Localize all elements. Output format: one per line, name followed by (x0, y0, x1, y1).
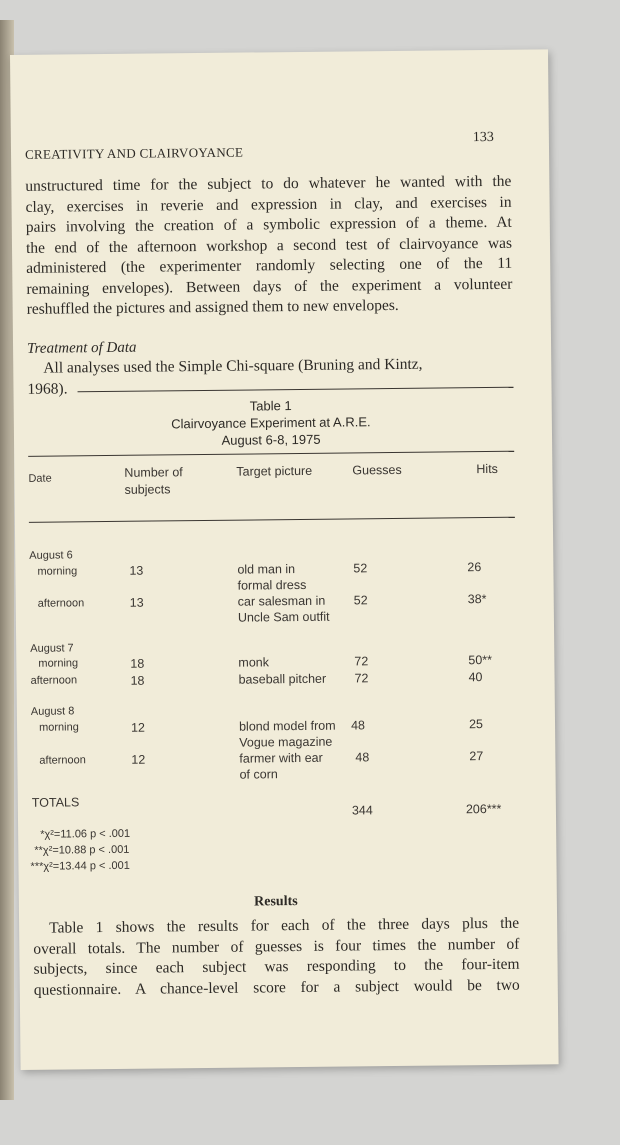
cell-guesses: 72 (354, 654, 369, 669)
table-dates: August 6-8, 1975 (221, 431, 321, 448)
col-header-subjects: Number of (124, 465, 183, 480)
cell-subjects: 18 (130, 656, 145, 671)
cell-subjects: 13 (129, 595, 144, 610)
text-line: All analyses used the Simple Chi-square (Bruning and Kintz, (43, 355, 423, 377)
table-title: Clairvoyance Experiment at A.R.E. (171, 414, 371, 432)
cell-hits: 25 (468, 717, 484, 732)
cell-guesses: 48 (350, 718, 366, 733)
section-heading-results: Results (254, 894, 298, 910)
totals-hits: 206*** (465, 801, 502, 817)
cell-guesses: 48 (355, 750, 370, 765)
day-label: August 8 (30, 705, 75, 718)
col-header-date: Date (28, 472, 52, 485)
cell-target: of corn (239, 767, 278, 782)
day-label: August 7 (30, 642, 74, 655)
cell-hits: 26 (467, 560, 482, 575)
text-line: administered (the experimenter randomly selecting one of the 11 (26, 254, 513, 277)
session-label: afternoon (30, 674, 78, 687)
book-page (10, 49, 559, 1070)
table-label: Table 1 (249, 398, 292, 414)
cell-subjects: 12 (131, 752, 146, 767)
table-body-rule (29, 517, 515, 523)
cell-target: blond model from (238, 718, 336, 734)
totals-label: TOTALS (31, 795, 80, 810)
cell-target: Uncle Sam outfit (237, 609, 330, 625)
cell-hits: 50** (468, 652, 493, 668)
col-header-target: Target picture (236, 463, 313, 479)
cell-subjects: 12 (130, 720, 146, 735)
cell-hits: 27 (469, 749, 484, 764)
totals-guesses: 344 (351, 803, 373, 818)
cell-guesses: 52 (353, 593, 368, 608)
footnote: ***χ²=13.44 p < .001 (30, 859, 130, 873)
page-number: 133 (472, 129, 494, 146)
section-heading-treatment: Treatment of Data (26, 339, 137, 357)
session-label: morning (38, 657, 79, 670)
col-header-subjects: subjects (124, 482, 171, 497)
treatment-paragraph (27, 354, 513, 400)
footnote: **χ²=10.88 p < .001 (34, 843, 130, 857)
cell-hits: 38* (467, 592, 487, 607)
session-label: afternoon (37, 597, 85, 610)
text-line: reshuffled the pictures and assigned them to new envelopes. (26, 296, 399, 318)
cell-target: formal dress (237, 577, 307, 593)
col-header-hits: Hits (476, 461, 498, 477)
cell-subjects: 18 (130, 673, 145, 688)
intro-paragraph (25, 172, 512, 321)
cell-subjects: 13 (129, 563, 144, 578)
cell-target: farmer with ear (239, 750, 323, 766)
cell-guesses: 72 (354, 671, 369, 686)
results-paragraph (33, 914, 520, 1001)
session-label: morning (37, 565, 78, 578)
cell-target: car salesman in (237, 593, 326, 609)
text-line: the end of the afternoon workshop a second test of clairvoyance was (25, 234, 513, 257)
table-header-rule (28, 451, 514, 457)
cell-target: monk (238, 655, 270, 670)
text-line: pairs involving the creation of a symbolic expression of a theme. At (25, 213, 512, 236)
text-line: clay, exercises in reverie and expression in clay, and exercises in (25, 193, 512, 216)
text-line: subjects, since each subject was responding to the four-item (33, 955, 520, 978)
running-head: CREATIVITY AND CLAIRVOYANCE (24, 144, 244, 162)
text-line: questionnaire. A chance-level score for a subject would be two (33, 976, 520, 999)
text-line: overall totals. The number of guesses is four times the number of (33, 935, 520, 958)
cell-hits: 40 (468, 670, 483, 685)
text-line: 1968). (27, 379, 68, 398)
text-line: unstructured time for the subject to do whatever he wanted with the (25, 172, 512, 195)
cell-guesses: 52 (353, 561, 368, 576)
footnote: *χ²=11.06 p < .001 (40, 827, 131, 841)
cell-target: Vogue magazine (239, 734, 333, 750)
session-label: morning (38, 721, 79, 734)
session-label: afternoon (39, 754, 86, 767)
cell-target: old man in (237, 562, 296, 577)
day-label: August 6 (29, 549, 73, 562)
col-header-guesses: Guesses (352, 462, 402, 478)
cell-target: baseball pitcher (238, 671, 327, 687)
text-line: remaining envelopes). Between days of the experiment a volunteer (26, 275, 513, 298)
text-line: Table 1 shows the results for each of the three days plus the (49, 914, 520, 937)
